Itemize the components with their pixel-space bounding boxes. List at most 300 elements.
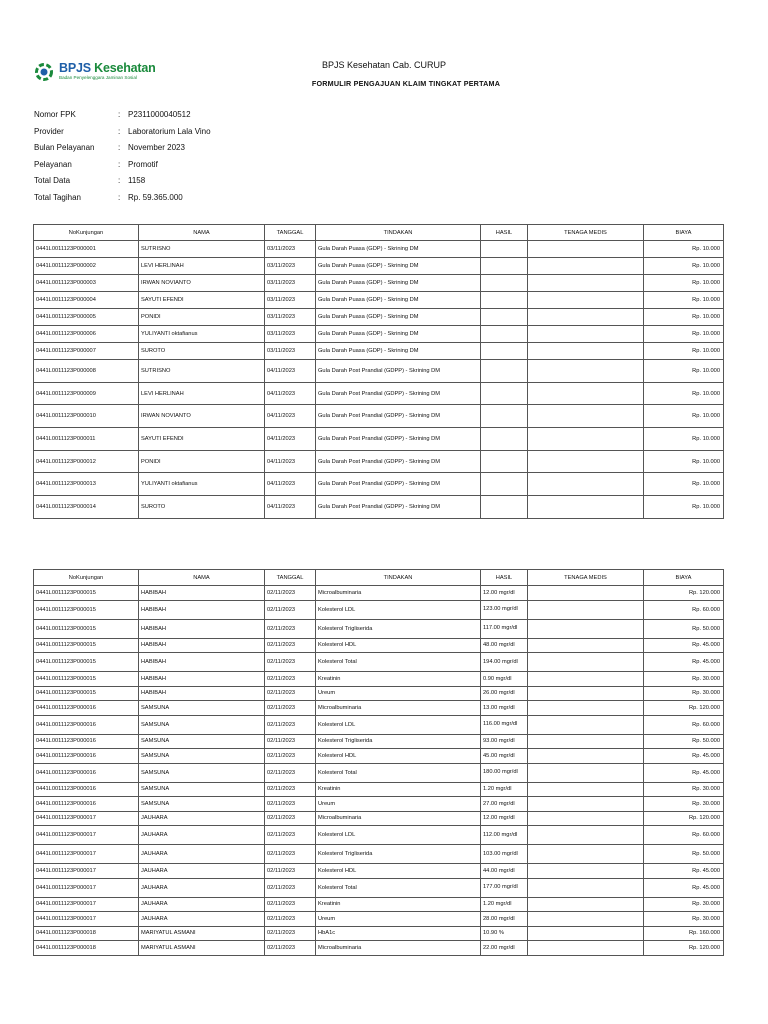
- info-row: [34, 160, 211, 177]
- result-cell: 177.00 mgr/dl: [481, 878, 528, 897]
- result-cell: 180.00 mgr/dl: [481, 763, 528, 782]
- name-cell: HABIBAH: [139, 686, 265, 701]
- visit-number-cell: 0441L0011123P000010: [34, 405, 139, 428]
- procedure-cell: Kolesterol LDL: [316, 826, 481, 845]
- cost-cell: Rp. 30.000: [644, 686, 724, 701]
- result-cell: [481, 428, 528, 451]
- date-cell: 03/11/2023: [265, 309, 316, 326]
- info-colon: :: [118, 126, 121, 136]
- column-header: TINDAKAN: [316, 570, 481, 586]
- info-value: Rp. 59.365.000: [128, 192, 183, 202]
- table-row: [34, 897, 724, 912]
- table-row: [34, 586, 724, 601]
- medical-staff-cell: [528, 826, 644, 845]
- cost-cell: Rp. 120.000: [644, 941, 724, 956]
- visit-number-cell: 0441L0011123P000012: [34, 450, 139, 473]
- medical-staff-cell: [528, 326, 644, 343]
- visit-number-cell: 0441L0011123P000016: [34, 782, 139, 797]
- medical-staff-cell: [528, 382, 644, 405]
- date-cell: 02/11/2023: [265, 619, 316, 638]
- date-cell: 03/11/2023: [265, 326, 316, 343]
- table-row: [34, 797, 724, 812]
- name-cell: SAMSUNA: [139, 797, 265, 812]
- medical-staff-cell: [528, 734, 644, 749]
- medical-staff-cell: [528, 275, 644, 292]
- result-cell: 117.00 mgr/dl: [481, 619, 528, 638]
- info-row: [34, 110, 211, 127]
- visit-number-cell: 0441L0011123P000017: [34, 826, 139, 845]
- procedure-cell: Gula Darah Post Prandial (GDPP) - Skrining DM: [316, 496, 481, 519]
- visit-number-cell: 0441L0011123P000016: [34, 715, 139, 734]
- cost-cell: Rp. 30.000: [644, 782, 724, 797]
- table-row: [34, 600, 724, 619]
- result-cell: [481, 360, 528, 383]
- table-row: [34, 473, 724, 496]
- result-cell: 26.00 mgr/dl: [481, 686, 528, 701]
- visit-number-cell: 0441L0011123P000016: [34, 797, 139, 812]
- medical-staff-cell: [528, 405, 644, 428]
- medical-staff-cell: [528, 715, 644, 734]
- table-row: [34, 672, 724, 687]
- cost-cell: Rp. 50.000: [644, 619, 724, 638]
- medical-staff-cell: [528, 811, 644, 826]
- name-cell: LEVI HERLINAH: [139, 258, 265, 275]
- table-row: [34, 382, 724, 405]
- result-cell: 93.00 mgr/dl: [481, 734, 528, 749]
- procedure-cell: Ureum: [316, 912, 481, 927]
- info-label: Total Tagihan: [34, 192, 81, 202]
- name-cell: SAMSUNA: [139, 734, 265, 749]
- procedure-cell: Gula Darah Puasa (GDP) - Skrining DM: [316, 326, 481, 343]
- date-cell: 02/11/2023: [265, 826, 316, 845]
- name-cell: HABIBAH: [139, 586, 265, 601]
- name-cell: HABIBAH: [139, 638, 265, 653]
- name-cell: JAUHARA: [139, 826, 265, 845]
- visit-number-cell: 0441L0011123P000017: [34, 878, 139, 897]
- medical-staff-cell: [528, 797, 644, 812]
- result-cell: [481, 275, 528, 292]
- result-cell: 112.00 mgr/dl: [481, 826, 528, 845]
- name-cell: IRWAN NOVIANTO: [139, 405, 265, 428]
- date-cell: 04/11/2023: [265, 360, 316, 383]
- medical-staff-cell: [528, 292, 644, 309]
- date-cell: 03/11/2023: [265, 241, 316, 258]
- medical-staff-cell: [528, 638, 644, 653]
- table-row: [34, 686, 724, 701]
- visit-number-cell: 0441L0011123P000016: [34, 763, 139, 782]
- visit-number-cell: 0441L0011123P000002: [34, 258, 139, 275]
- name-cell: HABIBAH: [139, 600, 265, 619]
- date-cell: 02/11/2023: [265, 797, 316, 812]
- medical-staff-cell: [528, 701, 644, 716]
- date-cell: 04/11/2023: [265, 473, 316, 496]
- cost-cell: Rp. 10.000: [644, 496, 724, 519]
- form-title: FORMULIR PENGAJUAN KLAIM TINGKAT PERTAMA: [311, 79, 501, 88]
- medical-staff-cell: [528, 912, 644, 927]
- visit-number-cell: 0441L0011123P000003: [34, 275, 139, 292]
- info-colon: :: [118, 176, 121, 186]
- date-cell: 02/11/2023: [265, 864, 316, 879]
- table-row: [34, 275, 724, 292]
- table-row: [34, 450, 724, 473]
- procedure-cell: Microalbuminaria: [316, 941, 481, 956]
- procedure-cell: Microalbuminaria: [316, 701, 481, 716]
- date-cell: 02/11/2023: [265, 897, 316, 912]
- procedure-cell: Gula Darah Post Prandial (GDPP) - Skrining DM: [316, 428, 481, 451]
- table-row: [34, 701, 724, 716]
- table-row: [34, 811, 724, 826]
- date-cell: 04/11/2023: [265, 382, 316, 405]
- medical-staff-cell: [528, 926, 644, 941]
- visit-number-cell: 0441L0011123P000015: [34, 653, 139, 672]
- visit-number-cell: 0441L0011123P000014: [34, 496, 139, 519]
- result-cell: [481, 343, 528, 360]
- name-cell: SAMSUNA: [139, 749, 265, 764]
- cost-cell: Rp. 45.000: [644, 638, 724, 653]
- name-cell: PONIDI: [139, 450, 265, 473]
- procedure-cell: Gula Darah Puasa (GDP) - Skrining DM: [316, 275, 481, 292]
- cost-cell: Rp. 10.000: [644, 360, 724, 383]
- table-row: [34, 715, 724, 734]
- table-row: [34, 405, 724, 428]
- table-row: [34, 734, 724, 749]
- name-cell: MARIYATUL ASMANI: [139, 941, 265, 956]
- visit-number-cell: 0441L0011123P000009: [34, 382, 139, 405]
- procedure-cell: Kolesterol HDL: [316, 749, 481, 764]
- medical-staff-cell: [528, 897, 644, 912]
- procedure-cell: Kolesterol LDL: [316, 600, 481, 619]
- cost-cell: Rp. 10.000: [644, 292, 724, 309]
- info-label: Bulan Pelayanan: [34, 143, 95, 153]
- cost-cell: Rp. 45.000: [644, 763, 724, 782]
- medical-staff-cell: [528, 878, 644, 897]
- visit-number-cell: 0441L0011123P000015: [34, 619, 139, 638]
- procedure-cell: Kreatinin: [316, 897, 481, 912]
- table-row: [34, 864, 724, 879]
- name-cell: JAUHARA: [139, 845, 265, 864]
- visit-number-cell: 0441L0011123P000017: [34, 912, 139, 927]
- date-cell: 02/11/2023: [265, 701, 316, 716]
- date-cell: 02/11/2023: [265, 878, 316, 897]
- cost-cell: Rp. 120.000: [644, 701, 724, 716]
- name-cell: SAMSUNA: [139, 715, 265, 734]
- cost-cell: Rp. 10.000: [644, 326, 724, 343]
- result-cell: [481, 496, 528, 519]
- column-header: TENAGA MEDIS: [528, 225, 644, 241]
- table-row: [34, 241, 724, 258]
- result-cell: 103.00 mgr/dl: [481, 845, 528, 864]
- name-cell: SAYUTI EFENDI: [139, 428, 265, 451]
- name-cell: HABIBAH: [139, 672, 265, 687]
- procedure-cell: Kolesterol Trigliserida: [316, 845, 481, 864]
- medical-staff-cell: [528, 864, 644, 879]
- name-cell: PONIDI: [139, 309, 265, 326]
- visit-number-cell: 0441L0011123P000013: [34, 473, 139, 496]
- procedure-cell: Ureum: [316, 797, 481, 812]
- visit-number-cell: 0441L0011123P000015: [34, 600, 139, 619]
- table-row: [34, 326, 724, 343]
- procedure-cell: Kreatinin: [316, 672, 481, 687]
- claim-info: [34, 110, 211, 210]
- cost-cell: Rp. 10.000: [644, 473, 724, 496]
- date-cell: 02/11/2023: [265, 686, 316, 701]
- info-label: Total Data: [34, 176, 71, 186]
- cost-cell: Rp. 45.000: [644, 878, 724, 897]
- procedure-cell: Kreatinin: [316, 782, 481, 797]
- column-header: BIAYA: [644, 570, 724, 586]
- date-cell: 04/11/2023: [265, 428, 316, 451]
- column-header: NoKunjungan: [34, 570, 139, 586]
- claims-table-1: [33, 224, 724, 519]
- info-value: November 2023: [128, 143, 185, 153]
- procedure-cell: Gula Darah Puasa (GDP) - Skrining DM: [316, 292, 481, 309]
- procedure-cell: Microalbuminaria: [316, 811, 481, 826]
- cost-cell: Rp. 30.000: [644, 912, 724, 927]
- cost-cell: Rp. 10.000: [644, 450, 724, 473]
- procedure-cell: HbA1c: [316, 926, 481, 941]
- date-cell: 02/11/2023: [265, 672, 316, 687]
- info-colon: :: [118, 192, 121, 202]
- procedure-cell: Kolesterol HDL: [316, 864, 481, 879]
- column-header: NoKunjungan: [34, 225, 139, 241]
- date-cell: 04/11/2023: [265, 405, 316, 428]
- medical-staff-cell: [528, 450, 644, 473]
- visit-number-cell: 0441L0011123P000017: [34, 811, 139, 826]
- result-cell: 44.00 mgr/dl: [481, 864, 528, 879]
- cost-cell: Rp. 10.000: [644, 258, 724, 275]
- info-value: Promotif: [128, 159, 158, 169]
- table-row: [34, 619, 724, 638]
- logo-tagline: Badan Penyelenggara Jaminan Sosial: [59, 75, 137, 80]
- claims-table-2: [33, 569, 724, 956]
- name-cell: SUTRISNO: [139, 241, 265, 258]
- info-row: [34, 193, 211, 210]
- medical-staff-cell: [528, 600, 644, 619]
- medical-staff-cell: [528, 782, 644, 797]
- column-header: TINDAKAN: [316, 225, 481, 241]
- info-value: P2311000040512: [128, 110, 191, 119]
- medical-staff-cell: [528, 496, 644, 519]
- name-cell: HABIBAH: [139, 619, 265, 638]
- table-row: [34, 826, 724, 845]
- column-header: TANGGAL: [265, 570, 316, 586]
- name-cell: SAMSUNA: [139, 763, 265, 782]
- table-row: [34, 360, 724, 383]
- medical-staff-cell: [528, 473, 644, 496]
- table-row: [34, 749, 724, 764]
- visit-number-cell: 0441L0011123P000005: [34, 309, 139, 326]
- name-cell: JAUHARA: [139, 912, 265, 927]
- name-cell: JAUHARA: [139, 864, 265, 879]
- procedure-cell: Gula Darah Puasa (GDP) - Skrining DM: [316, 241, 481, 258]
- result-cell: [481, 382, 528, 405]
- cost-cell: Rp. 10.000: [644, 343, 724, 360]
- date-cell: 04/11/2023: [265, 450, 316, 473]
- result-cell: [481, 292, 528, 309]
- procedure-cell: Kolesterol Total: [316, 653, 481, 672]
- name-cell: JAUHARA: [139, 811, 265, 826]
- medical-staff-cell: [528, 619, 644, 638]
- result-cell: 13.00 mgr/dl: [481, 701, 528, 716]
- procedure-cell: Kolesterol Total: [316, 878, 481, 897]
- result-cell: 0.90 mgr/dl: [481, 672, 528, 687]
- name-cell: SAMSUNA: [139, 782, 265, 797]
- date-cell: 02/11/2023: [265, 715, 316, 734]
- column-header: TANGGAL: [265, 225, 316, 241]
- date-cell: 02/11/2023: [265, 600, 316, 619]
- column-header: BIAYA: [644, 225, 724, 241]
- name-cell: SAYUTI EFENDI: [139, 292, 265, 309]
- result-cell: 1.20 mgr/dl: [481, 782, 528, 797]
- procedure-cell: Ureum: [316, 686, 481, 701]
- result-cell: 12.00 mgr/dl: [481, 811, 528, 826]
- info-row: [34, 127, 211, 144]
- cost-cell: Rp. 120.000: [644, 811, 724, 826]
- info-colon: :: [118, 159, 121, 169]
- medical-staff-cell: [528, 309, 644, 326]
- cost-cell: Rp. 30.000: [644, 672, 724, 687]
- medical-staff-cell: [528, 241, 644, 258]
- info-value: 1158: [128, 176, 146, 186]
- date-cell: 02/11/2023: [265, 912, 316, 927]
- info-colon: :: [118, 143, 121, 153]
- cost-cell: Rp. 160.000: [644, 926, 724, 941]
- result-cell: [481, 405, 528, 428]
- visit-number-cell: 0441L0011123P000001: [34, 241, 139, 258]
- cost-cell: Rp. 60.000: [644, 826, 724, 845]
- visit-number-cell: 0441L0011123P000018: [34, 941, 139, 956]
- table-row: [34, 292, 724, 309]
- info-value: Laboratorium Lala Vino: [128, 126, 211, 136]
- table-row: [34, 258, 724, 275]
- table-row: [34, 941, 724, 956]
- cost-cell: Rp. 10.000: [644, 405, 724, 428]
- name-cell: SUROTO: [139, 343, 265, 360]
- date-cell: 02/11/2023: [265, 734, 316, 749]
- date-cell: 02/11/2023: [265, 845, 316, 864]
- visit-number-cell: 0441L0011123P000018: [34, 926, 139, 941]
- table-row: [34, 782, 724, 797]
- cost-cell: Rp. 10.000: [644, 309, 724, 326]
- result-cell: [481, 309, 528, 326]
- name-cell: SUROTO: [139, 496, 265, 519]
- column-header: HASIL: [481, 570, 528, 586]
- date-cell: 02/11/2023: [265, 653, 316, 672]
- cost-cell: Rp. 60.000: [644, 600, 724, 619]
- date-cell: 02/11/2023: [265, 586, 316, 601]
- result-cell: 123.00 mgr/dl: [481, 600, 528, 619]
- procedure-cell: Gula Darah Puasa (GDP) - Skrining DM: [316, 309, 481, 326]
- visit-number-cell: 0441L0011123P000004: [34, 292, 139, 309]
- result-cell: 48.00 mgr/dl: [481, 638, 528, 653]
- procedure-cell: Gula Darah Post Prandial (GDPP) - Skrining DM: [316, 382, 481, 405]
- cost-cell: Rp. 10.000: [644, 382, 724, 405]
- table-row: [34, 845, 724, 864]
- date-cell: 03/11/2023: [265, 292, 316, 309]
- column-header: TENAGA MEDIS: [528, 570, 644, 586]
- result-cell: 1.20 mgr/dl: [481, 897, 528, 912]
- medical-staff-cell: [528, 653, 644, 672]
- result-cell: 27.00 mgr/dl: [481, 797, 528, 812]
- column-header: NAMA: [139, 225, 265, 241]
- name-cell: JAUHARA: [139, 897, 265, 912]
- date-cell: 03/11/2023: [265, 343, 316, 360]
- date-cell: 02/11/2023: [265, 782, 316, 797]
- table-row: [34, 878, 724, 897]
- medical-staff-cell: [528, 586, 644, 601]
- cost-cell: Rp. 10.000: [644, 428, 724, 451]
- branch-title: BPJS Kesehatan Cab. CURUP: [321, 60, 447, 70]
- result-cell: [481, 258, 528, 275]
- medical-staff-cell: [528, 672, 644, 687]
- table-row: [34, 496, 724, 519]
- cost-cell: Rp. 50.000: [644, 845, 724, 864]
- result-cell: 12.00 mgr/dl: [481, 586, 528, 601]
- table-row: [34, 926, 724, 941]
- visit-number-cell: 0441L0011123P000007: [34, 343, 139, 360]
- cost-cell: Rp. 10.000: [644, 241, 724, 258]
- result-cell: [481, 241, 528, 258]
- date-cell: 02/11/2023: [265, 926, 316, 941]
- cost-cell: Rp. 120.000: [644, 586, 724, 601]
- visit-number-cell: 0441L0011123P000017: [34, 864, 139, 879]
- cost-cell: Rp. 10.000: [644, 275, 724, 292]
- procedure-cell: Kolesterol HDL: [316, 638, 481, 653]
- table-row: [34, 912, 724, 927]
- result-cell: 45.00 mgr/dl: [481, 749, 528, 764]
- table-row: [34, 763, 724, 782]
- medical-staff-cell: [528, 845, 644, 864]
- info-colon: :: [118, 110, 121, 119]
- result-cell: [481, 450, 528, 473]
- name-cell: HABIBAH: [139, 653, 265, 672]
- name-cell: SUTRISNO: [139, 360, 265, 383]
- date-cell: 04/11/2023: [265, 496, 316, 519]
- procedure-cell: Gula Darah Post Prandial (GDPP) - Skrining DM: [316, 473, 481, 496]
- date-cell: 02/11/2023: [265, 749, 316, 764]
- info-label: Nomor FPK: [34, 110, 76, 119]
- visit-number-cell: 0441L0011123P000016: [34, 749, 139, 764]
- procedure-cell: Kolesterol Trigliserida: [316, 734, 481, 749]
- date-cell: 03/11/2023: [265, 275, 316, 292]
- visit-number-cell: 0441L0011123P000006: [34, 326, 139, 343]
- visit-number-cell: 0441L0011123P000016: [34, 701, 139, 716]
- medical-staff-cell: [528, 749, 644, 764]
- name-cell: MARIYATUL ASMANI: [139, 926, 265, 941]
- visit-number-cell: 0441L0011123P000017: [34, 845, 139, 864]
- info-row: [34, 143, 211, 160]
- result-cell: 194.00 mgr/dl: [481, 653, 528, 672]
- date-cell: 02/11/2023: [265, 941, 316, 956]
- date-cell: 02/11/2023: [265, 811, 316, 826]
- name-cell: IRWAN NOVIANTO: [139, 275, 265, 292]
- cost-cell: Rp. 50.000: [644, 734, 724, 749]
- procedure-cell: Kolesterol LDL: [316, 715, 481, 734]
- cost-cell: Rp. 60.000: [644, 715, 724, 734]
- procedure-cell: Gula Darah Post Prandial (GDPP) - Skrining DM: [316, 450, 481, 473]
- result-cell: 116.00 mgr/dl: [481, 715, 528, 734]
- medical-staff-cell: [528, 428, 644, 451]
- info-label: Provider: [34, 126, 64, 136]
- info-label: Pelayanan: [34, 159, 72, 169]
- result-cell: 28.00 mgr/dl: [481, 912, 528, 927]
- date-cell: 02/11/2023: [265, 638, 316, 653]
- medical-staff-cell: [528, 941, 644, 956]
- medical-staff-cell: [528, 258, 644, 275]
- name-cell: JAUHARA: [139, 878, 265, 897]
- name-cell: LEVI HERLINAH: [139, 382, 265, 405]
- visit-number-cell: 0441L0011123P000015: [34, 586, 139, 601]
